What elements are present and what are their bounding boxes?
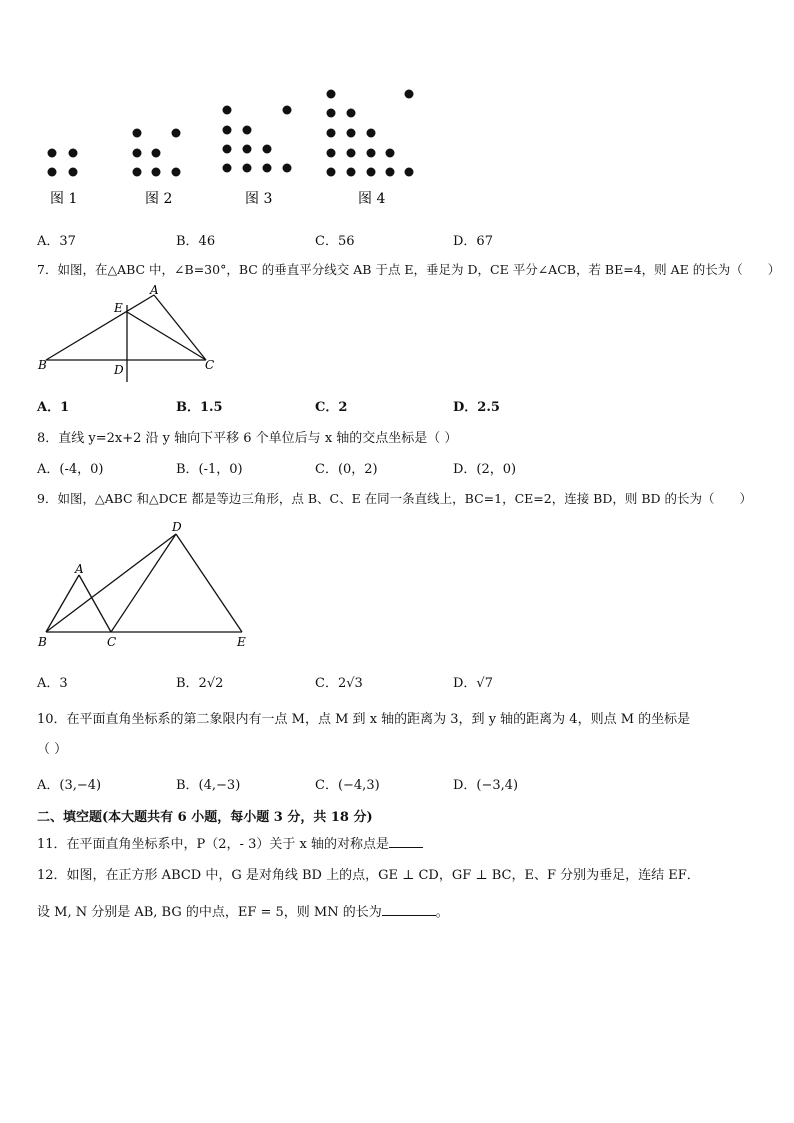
q9-triangles-diagram [34,516,259,651]
q12-line-1: 12．如图，在正方形 ABCD 中，G 是对角线 BD 上的点，GE ⊥ CD，GF ⊥ BC，E、F 分别为垂足，连结 EF． [37,868,700,883]
q7-option-a[interactable]: A．1 [37,400,70,415]
figure-2-caption: 图 2 [145,191,173,207]
q7-option-b[interactable]: B．1.5 [176,400,223,415]
q12-question: 设 M, N 分别是 AB, BG 的中点，EF = 5，则 MN 的长为 [37,905,382,920]
q9-label-e: E [237,635,246,649]
figure-3-caption: 图 3 [245,191,273,207]
q7-label-c: C [205,358,215,372]
q6-option-b[interactable]: B．46 [176,234,216,249]
figure-1-caption: 图 1 [50,191,78,207]
q10-option-a[interactable]: A．(3,−4) [37,778,102,793]
q7-text: 7．如图，在△ABC 中，∠B=30°，BC 的垂直平分线交 AB 于点 E，垂足为 D，CE 平分∠ACB，若 BE=4，则 AE 的长为（ ） [37,262,781,277]
q7-label-d: D [114,363,124,377]
q12-end: 。 [435,905,449,920]
q8-option-b[interactable]: B．(-1，0) [176,462,243,477]
q11-question: 11．在平面直角坐标系中，P（2，- 3）关于 x 轴的对称点是 [37,837,389,852]
q7-option-d[interactable]: D．2.5 [453,400,500,415]
q9-option-a[interactable]: A．3 [37,676,68,691]
q9-option-c[interactable]: C．2√3 [315,676,363,691]
q9-label-b: B [38,635,47,649]
q9-label-a: A [75,562,84,576]
q11-text [37,833,423,852]
q8-option-c[interactable]: C．(0，2) [315,462,378,477]
q9-text: 9．如图，△ABC 和△DCE 都是等边三角形，点 B、C、E 在同一条直线上，BC=1，CE=2，连接 BD，则 BD 的长为（ ） [37,491,753,506]
figure-2-dots [133,129,181,177]
q10-text: 10．在平面直角坐标系的第二象限内有一点 M，点 M 到 x 轴的距离为 3，到 y 轴的距离为 4，则点 M 的坐标是 [37,712,691,727]
q12-answer-blank[interactable] [382,903,436,916]
q7-option-c[interactable]: C．2 [315,400,348,415]
section-2-heading: 二、填空题(本大题共有 6 小题，每小题 3 分，共 18 分) [37,810,373,825]
q8-text: 8．直线 y=2x+2 沿 y 轴向下平移 6 个单位后与 x 轴的交点坐标是（ ） [37,431,458,446]
q7-label-b: B [38,358,47,372]
q6-option-c[interactable]: C．56 [315,234,355,249]
q11-answer-blank[interactable] [389,835,423,848]
figure-1-dots [48,149,78,177]
q10-option-d[interactable]: D．(−3,4) [453,778,519,793]
q8-option-a[interactable]: A．(-4，0) [37,462,104,477]
q6-option-a[interactable]: A．37 [37,234,76,249]
q7-triangle-diagram [36,282,221,384]
q7-label-a: A [150,283,159,297]
q9-label-d: D [172,520,182,534]
q9-option-b[interactable]: B．2√2 [176,676,224,691]
dot-pattern-figures [0,80,794,220]
q9-option-d[interactable]: D．√7 [453,676,493,691]
q10-option-c[interactable]: C．(−4,3) [315,778,380,793]
figure-4-caption: 图 4 [358,191,386,207]
figure-3-dots [223,106,292,173]
q7-label-e: E [114,301,123,315]
q9-label-c: C [107,635,117,649]
q10-option-b[interactable]: B．(4,−3) [176,778,241,793]
q8-option-d[interactable]: D．(2，0) [453,462,517,477]
q6-option-d[interactable]: D．67 [453,234,493,249]
q10-answer-paren: （ ） [37,742,68,757]
figure-4-dots [327,90,414,177]
q12-line-2 [37,901,449,920]
